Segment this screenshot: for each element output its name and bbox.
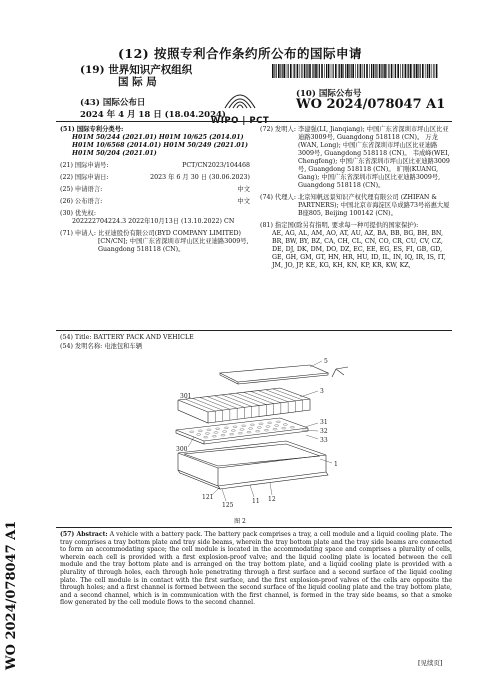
cooling-hole (229, 433, 233, 435)
cooling-hole (233, 426, 237, 428)
cell-divider (185, 399, 215, 411)
cooling-hole (267, 422, 271, 424)
cooling-hole (221, 434, 225, 436)
ipc-label: (51) 国际专利分类号: (60, 126, 124, 133)
agent-label: (74) 代理人: (260, 194, 296, 201)
cooling-hole (205, 433, 209, 435)
cell-divider (244, 392, 274, 403)
cooling-hole (274, 425, 278, 427)
ipc-line: H01M 10/6568 (2014.01) H01M 50/249 (2021.01) (72, 142, 248, 149)
ref-label: 5 (324, 358, 328, 365)
figure-cover (220, 365, 328, 384)
pub-date: 2024 年 4 月 18 日 (18.04.2024) (80, 110, 226, 120)
ref-label: 12 (268, 496, 276, 503)
app-num: PCT/CN2023/104468 (182, 162, 250, 169)
cooling-hole (264, 429, 268, 431)
patent-figure (160, 355, 370, 515)
cell-divider (251, 391, 281, 402)
states-label: (81) 指定国(除另有指明, 要求每一种可提供的国家保护): (260, 222, 419, 229)
cell-divider (222, 395, 252, 407)
document-title: (12) 按照专利合作条约所公布的国际申请 (117, 46, 363, 61)
vertical-pub-number-text: WO 2024/078047 A1 (4, 520, 19, 670)
org-sub: 国 际 局 (118, 76, 157, 88)
left-bibliographic-column (60, 126, 250, 254)
header-divider (56, 121, 452, 122)
inventors-value: 李建强(LI, Jianqiang); 中国广东省深圳市坪山区比亚迪路3009号, Guangdong 518118 (CN)。 万龙(WAN, Long); 中国广东省深圳市坪山区比亚迪路3009号, Guangdong 518118 (CN)。 韦成峰(WEI, Chengfeng); 中国广东省深圳市坪山区比亚迪路3009号, Guangdong 518118 (CN)。 旷刚(KUANG, Gang); 中国广东省深圳市坪山区比亚迪路3009号, Guangdong 518118 (CN)。 (297, 126, 450, 189)
cooling-hole (240, 429, 244, 431)
ref-label: 300 (176, 446, 188, 453)
cooling-hole (198, 430, 202, 432)
vertical-pub-number (4, 480, 42, 670)
agent-value: 北京知帆远景知识产权代理有限公司 (ZHIFAN & PARTNERS); 中国北京市海淀区阜成路73号裕惠大厦B座805, Beijing 100142 (CN)。 (297, 194, 450, 217)
cell-divider (193, 398, 223, 410)
cooling-hole (231, 430, 235, 432)
cooling-hole (222, 431, 226, 433)
biblio-divider (56, 330, 452, 331)
ref-label: 11 (252, 498, 260, 505)
cooling-hole (248, 428, 252, 430)
cell-divider (265, 390, 295, 401)
abstract-block (60, 531, 452, 607)
cell-divider (258, 391, 288, 402)
priority-label: (30) 优先权: (60, 210, 96, 217)
figure-cell-module (178, 388, 310, 423)
cell-divider (229, 394, 259, 406)
filing-date-label: (22) 国际申请日: (60, 174, 109, 181)
wipo-logo-text: WIPO | PCT (210, 116, 270, 126)
cooling-hole (276, 421, 280, 423)
cell-divider (236, 393, 266, 404)
figure-cooling-plate (176, 418, 308, 444)
priority-value: 202222704224.3 2022年10月13日 (13.10.2022) CN (72, 218, 235, 225)
cooling-hole (238, 432, 242, 434)
org-name: 世界知识产权组织 (108, 64, 193, 76)
cooling-hole (241, 425, 245, 427)
cell-divider (200, 397, 230, 409)
cell-divider (214, 396, 244, 408)
ipc-line: H01M 50/204 (2021.01) (72, 150, 157, 157)
applicant-label: (71) 申请人: (60, 230, 96, 237)
cooling-hole (203, 436, 207, 438)
pub-number-label: (10) 国际公布号 (296, 89, 362, 99)
barcode-image (272, 64, 438, 78)
pub-lang-label: (26) 公布语言: (60, 198, 103, 205)
cooling-hole (255, 430, 259, 432)
pub-lang: 中文 (237, 198, 250, 205)
right-bibliographic-column (260, 126, 452, 270)
ref-label: 121 (202, 494, 214, 501)
abstract-label: (57) Abstract: (60, 531, 108, 538)
cooling-hole (259, 423, 263, 425)
cooling-hole (214, 432, 218, 434)
app-num-label: (21) 国际申请号: (60, 162, 109, 169)
cooling-hole (215, 428, 219, 430)
inventors-label: (72) 发明人: (260, 126, 296, 133)
cooling-hole (247, 431, 251, 433)
cell-divider (207, 397, 237, 409)
cooling-hole (281, 427, 285, 429)
figure-caption: 图 2 (234, 518, 246, 525)
ipc-line: H01M 50/244 (2021.01) H01M 10/625 (2014.01) (72, 134, 244, 141)
org-code: (19) (80, 64, 105, 76)
ref-label: 31 (320, 419, 328, 426)
applicant-value: 比亚迪股份有限公司(BYD COMPANY LIMITED) [CN/CN]; 中国广东省深圳市坪山区比亚迪路3009号, Guangdong 518118 (CN)。 (97, 230, 249, 253)
pub-number: WO 2024/078047 A1 (296, 97, 446, 112)
filing-date: 2023 年 6 月 30 日 (30.06.2023) (150, 174, 250, 181)
cooling-hole (196, 434, 200, 436)
cooling-hole (250, 424, 254, 426)
continued-note: [见续页] (418, 659, 443, 667)
cooling-hole (212, 435, 216, 437)
ref-label: 32 (320, 428, 328, 435)
title-en: (54) Title: BATTERY PACK AND VEHICLE (60, 334, 194, 341)
organization-block (80, 64, 192, 88)
cooling-hole (290, 426, 294, 428)
cooling-hole (283, 424, 287, 426)
cooling-hole (224, 427, 228, 429)
figure-axis-triad (332, 367, 348, 377)
cooling-hole (257, 427, 261, 429)
figure-tray (178, 441, 328, 489)
ref-label: 33 (320, 437, 328, 444)
ref-label: 3 (320, 388, 324, 395)
abstract-text: A vehicle with a battery pack. The battery pack comprises a tray, a cell module and a liquid cooling plate. The tray comprises a tray bottom plate and tray side beams, wherein the tray bottom plate and the tray side beams are connected to form an accommodating space; the cell module is located in the accommodating space and comprises a plurality of cells, wherein each cell is provided with a first explosion-proof valve; and the liquid cooling plate is located between the cell module and the tray bottom plate and is arranged on the tray bottom plate, and a liquid cooling plate is provided with a plurality of through holes, each through hole penetrating through a first surface and a second surface of the liquid cooling plate. The cell module is in contact with the first surface, and the first explosion-proof valves of the cells are opposite the through holes; and a first channel is formed between the second surface of the liquid cooling plate and the tray bottom plate, and a second channel, which is in communication with the first channel, is formed in the tray side beams, so that a smoke flow generated by the cell module flows to the second channel. (60, 531, 453, 607)
cooling-hole (266, 426, 270, 428)
filing-lang-label: (25) 申请语言: (60, 186, 103, 193)
pub-date-label: (43) 国际公布日 (80, 98, 146, 108)
wipo-emblem-icon (223, 88, 257, 110)
states-value: AE, AG, AL, AM, AO, AT, AU, AZ, BA, BB, BG, BH, BN, BR, BW, BY, BZ, CA, CH, CL, CN, CO, CR, CU, CV, CZ, DE, DJ, DK, DM, DO, DZ, EC, EE, EG, ES, FI, GB, GD, GE, GH, GM, GT, HN, HR, HU, ID, IL, IN, IQ, IR, IS, IT, JM, JO, JP, KE, KG, KH, KN, KP, KR, KW, KZ, (272, 230, 446, 269)
ref-label: 301 (180, 393, 192, 400)
ref-label: 125 (222, 502, 234, 509)
cooling-hole (273, 428, 277, 430)
cooling-hole (189, 431, 193, 433)
title-zh: (54) 发明名称: 电池包和车辆 (60, 343, 143, 350)
ref-label: 1 (334, 461, 338, 468)
abstract-divider (56, 527, 452, 528)
filing-lang: 中文 (237, 186, 250, 193)
cooling-hole (207, 429, 211, 431)
